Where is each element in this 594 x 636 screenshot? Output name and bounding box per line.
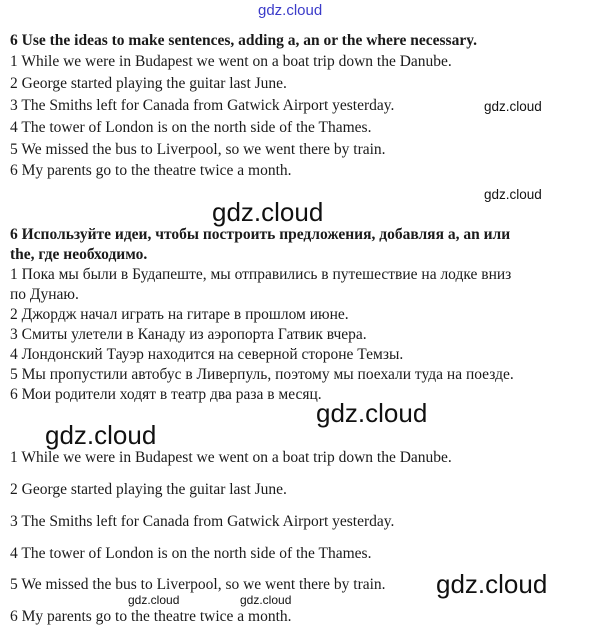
task-ru-item: 4 Лондонский Тауэр находится на северной стороне Темзы. <box>10 346 404 363</box>
watermark: gdz.cloud <box>436 569 548 599</box>
watermark-top: gdz.cloud <box>258 2 323 19</box>
task-en-heading: 6 Use the ideas to make sentences, adding a, an or the where necessary. <box>10 32 477 49</box>
task-en-item: 1 While we were in Budapest we went on a boat trip down the Danube. <box>10 53 452 70</box>
task-en-item: 5 We missed the bus to Liverpool, so we went there by train. <box>10 141 386 158</box>
task-en-item: 6 My parents go to the theatre twice a month. <box>10 162 292 179</box>
answer-item: 2 George started playing the guitar last June. <box>10 481 287 498</box>
task-ru-item: 1 Пока мы были в Будапеште, мы отправились в путешествие на лодке вниз <box>10 266 512 283</box>
task-ru-item: 3 Смиты улетели в Канаду из аэропорта Гатвик вчера. <box>10 326 367 343</box>
task-ru-heading: 6 Используйте идеи, чтобы построить предложения, добавляя a, an или <box>10 226 511 243</box>
watermark: gdz.cloud <box>212 197 324 227</box>
watermark: gdz.cloud <box>484 187 542 202</box>
watermark: gdz.cloud <box>128 593 180 607</box>
task-ru-item: 6 Мои родители ходят в театр два раза в месяц. <box>10 386 322 403</box>
watermark: gdz.cloud <box>484 99 542 114</box>
task-en-item: 2 George started playing the guitar last June. <box>10 75 287 92</box>
task-ru-item: 5 Мы пропустили автобус в Ливерпуль, поэтому мы поехали туда на поезде. <box>10 366 514 383</box>
watermark: gdz.cloud <box>240 593 292 607</box>
answer-item: 4 The tower of London is on the north side of the Thames. <box>10 545 372 562</box>
task-ru-item: по Дунаю. <box>10 286 79 303</box>
answer-item: 5 We missed the bus to Liverpool, so we went there by train. <box>10 576 386 593</box>
answer-item: 3 The Smiths left for Canada from Gatwick Airport yesterday. <box>10 513 395 530</box>
watermark: gdz.cloud <box>45 420 157 450</box>
task-ru-heading: the, где необходимо. <box>10 246 148 263</box>
watermark: gdz.cloud <box>316 398 428 428</box>
answer-item: 6 My parents go to the theatre twice a month. <box>10 608 292 625</box>
task-en-item: 3 The Smiths left for Canada from Gatwick Airport yesterday. <box>10 97 395 114</box>
task-ru-item: 2 Джордж начал играть на гитаре в прошлом июне. <box>10 306 349 323</box>
answer-item: 1 While we were in Budapest we went on a boat trip down the Danube. <box>10 449 452 466</box>
task-en-item: 4 The tower of London is on the north side of the Thames. <box>10 119 372 136</box>
